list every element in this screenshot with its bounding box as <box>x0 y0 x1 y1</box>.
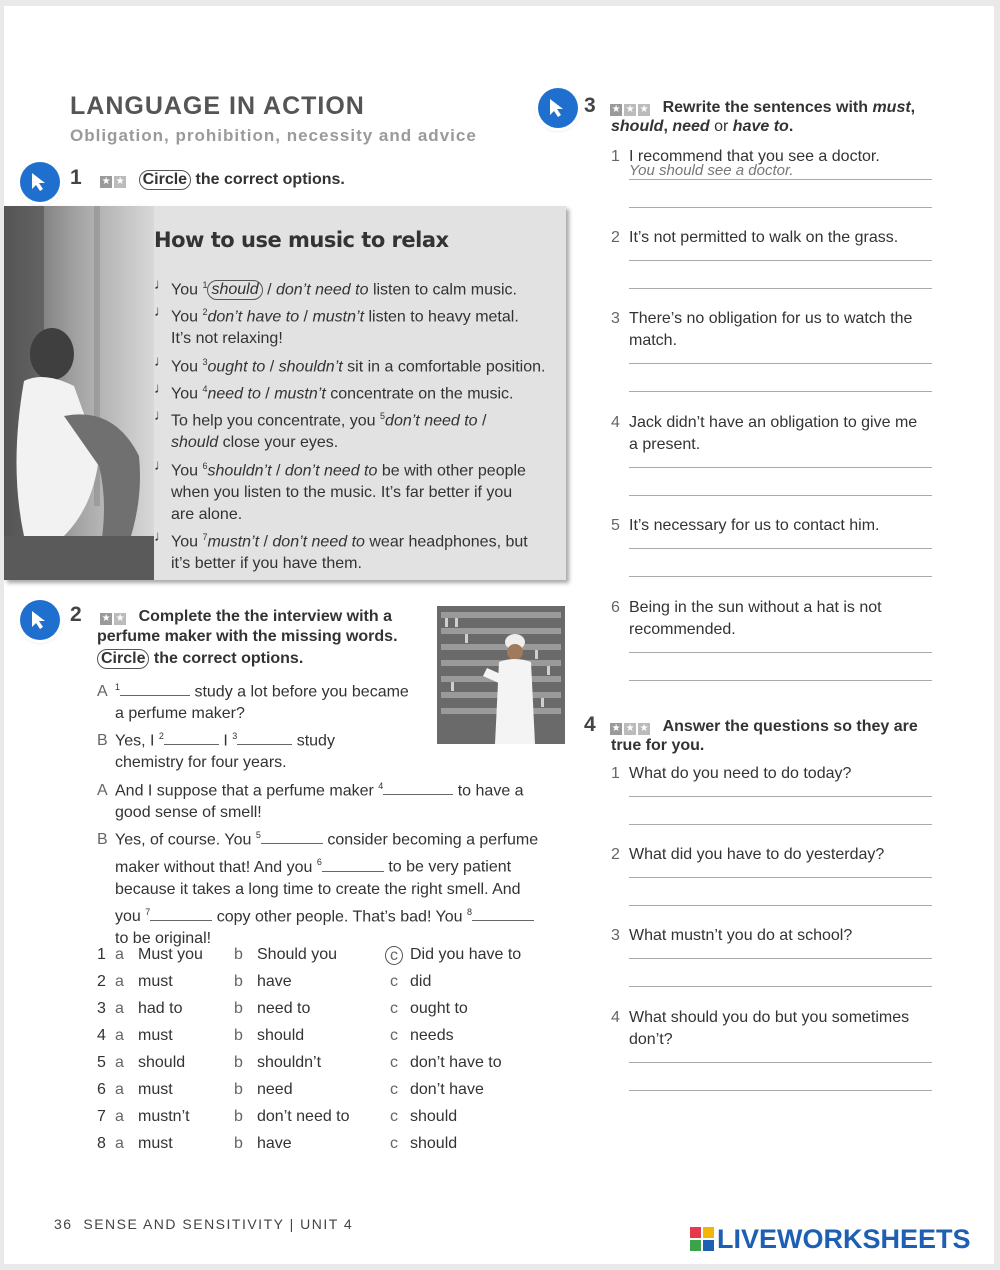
option-b[interactable]: have <box>257 973 292 990</box>
rewrite-item: 4 Jack didn’t have an obligation to give me a present. <box>611 414 918 453</box>
music-note-icon: ♩ <box>154 353 169 370</box>
option-number: 3 <box>97 1000 106 1017</box>
answer-line[interactable] <box>629 288 932 289</box>
difficulty-stars-icon: ★ ★ <box>101 175 125 187</box>
dialogue-line-4: B Yes, of course. You $^5$ consider becoming a perfume maker without that! And you $^6$ to be very patient because it takes a long time to create the right smell. And you $^7$ copy other people. That’s bad! You $^8$ to be original! <box>97 830 539 947</box>
tip-6-option-a[interactable]: shouldn’t <box>207 462 272 480</box>
music-note-icon: ♩ <box>154 457 169 474</box>
option-letter: b <box>234 1027 243 1044</box>
tip-2-option-b[interactable]: mustn’t <box>312 308 365 326</box>
tip-7: ♩ You $^7$mustn’t / don’t need to wear headphones, but it’s better if you have them. <box>154 528 528 573</box>
exercise-4-header: 4 ★ ★ ★ Answer the questions so they are <box>584 713 918 736</box>
liveworksheets-brand: LIVEWORKSHEETS <box>690 1224 971 1255</box>
option-c[interactable]: needs <box>410 1027 454 1044</box>
circle-word: Circle <box>97 649 149 669</box>
option-letter: c <box>390 1108 398 1125</box>
rewrite-item: 2 It’s not permitted to walk on the grass. <box>611 229 899 246</box>
circle-word: Circle <box>139 170 191 190</box>
option-letter: c <box>390 973 398 990</box>
liveworksheets-logo-icon <box>690 1227 714 1251</box>
tip-3-option-b[interactable]: shouldn’t <box>278 358 343 376</box>
exercise-2-instruction-3-wrap <box>97 648 303 670</box>
option-b[interactable]: shouldn’t <box>257 1054 322 1071</box>
option-a[interactable]: must <box>138 1027 173 1044</box>
option-letter: c <box>390 1054 398 1071</box>
answer-line[interactable] <box>629 576 932 577</box>
answer-line[interactable] <box>629 652 932 653</box>
option-letter: b <box>234 1081 243 1098</box>
music-box-title: How to use music to relax <box>154 228 449 252</box>
exercise-2-number: 2 <box>70 603 82 626</box>
option-letter: a <box>115 1108 124 1125</box>
gap-2[interactable] <box>164 729 219 745</box>
answer-line[interactable] <box>629 1090 932 1091</box>
option-letter: b <box>234 1000 243 1017</box>
option-number: 4 <box>97 1027 106 1044</box>
answer-line[interactable] <box>629 548 932 549</box>
option-letter: a <box>115 973 124 990</box>
option-b[interactable]: don’t need to <box>257 1108 350 1125</box>
exercise-1-cursor-icon[interactable] <box>20 162 60 202</box>
option-c[interactable]: should <box>410 1135 458 1152</box>
tip-6: ♩ You $^6$shouldn’t / don’t need to be with other people when you listen to the music. It’s far better if you are alone. <box>154 457 526 524</box>
music-note-icon: ♩ <box>154 528 169 545</box>
girl-listening-photo <box>4 206 154 580</box>
answer-line[interactable] <box>629 391 932 392</box>
gap-3[interactable] <box>237 729 292 745</box>
exercise-3-header: 3 ★ ★ ★ Rewrite the sentences with must, <box>584 94 916 117</box>
tip-5-option-b[interactable]: should <box>171 434 219 452</box>
answer-line[interactable] <box>629 877 932 878</box>
rewrite-item: 5 It’s necessary for us to contact him. <box>611 517 880 534</box>
exercise-4-instruction-2: true for you. <box>611 737 705 754</box>
option-c[interactable]: Did you have to <box>410 946 522 963</box>
answer-line[interactable] <box>629 260 932 261</box>
tip-7-option-a[interactable]: mustn’t <box>207 533 260 551</box>
option-number: 2 <box>97 973 106 990</box>
rewrite-item: 1 I recommend that you see a doctor. <box>611 148 880 165</box>
tip-3-option-a[interactable]: ought to <box>207 358 266 376</box>
music-tips-box <box>4 206 566 580</box>
option-letter: c <box>385 946 403 965</box>
tip-4-option-a[interactable]: need to <box>207 385 261 403</box>
tip-4-option-b[interactable]: mustn’t <box>274 385 326 403</box>
answer-line[interactable] <box>629 958 932 959</box>
page-footer: 36 SENSE AND SENSITIVITY | UNIT 4 <box>54 1216 354 1232</box>
gap-8[interactable] <box>472 905 534 921</box>
option-b[interactable]: should <box>257 1027 305 1044</box>
option-a[interactable]: must <box>138 973 173 990</box>
option-a[interactable]: must <box>138 1081 173 1098</box>
option-a[interactable]: should <box>138 1054 186 1071</box>
answer-line[interactable] <box>629 363 932 364</box>
answer-line[interactable] <box>629 179 932 180</box>
exercise-2-instruction-3: the correct options. <box>153 650 304 667</box>
option-letter: b <box>234 1135 243 1152</box>
answer-line[interactable] <box>629 905 932 906</box>
answer-line[interactable] <box>629 467 932 468</box>
option-letter: a <box>115 1000 124 1017</box>
tip-6-option-b[interactable]: don’t need to <box>284 462 378 480</box>
exercise-3-cursor-icon[interactable] <box>538 88 578 128</box>
option-letter: b <box>234 1054 243 1071</box>
perfume-maker-photo <box>437 606 565 744</box>
answer-line[interactable] <box>629 495 932 496</box>
option-c[interactable]: ought to <box>410 1000 468 1017</box>
tip-1: ♩ You $^1$ should / don’t need to listen to calm music. <box>154 276 517 299</box>
answer-line[interactable] <box>629 796 932 797</box>
exercise-1-number: 1 <box>70 166 82 189</box>
tip-1-option-b[interactable]: don’t need to <box>275 281 369 299</box>
tip-7-option-b[interactable]: don’t need to <box>272 533 365 551</box>
option-letter: c <box>390 1135 398 1152</box>
option-a[interactable]: mustn’t <box>138 1108 190 1125</box>
tip-5-option-a[interactable]: don’t need to <box>385 412 478 430</box>
exercise-3-number: 3 <box>584 94 596 117</box>
dialogue-line-1: A $^1$ study a lot before you became a perfume maker? <box>97 682 409 723</box>
example-answer: You should see a doctor. <box>629 162 794 179</box>
option-letter: a <box>115 946 124 963</box>
option-number: 8 <box>97 1135 106 1152</box>
option-a[interactable]: Must you <box>138 946 203 963</box>
rewrite-item: 6 Being in the sun without a hat is not recommended. <box>611 599 882 638</box>
option-a[interactable]: had to <box>138 1000 183 1017</box>
option-b[interactable]: have <box>257 1135 292 1152</box>
exercise-2-header <box>70 603 430 628</box>
option-number: 5 <box>97 1054 106 1071</box>
option-letter: b <box>234 946 243 963</box>
option-letter: a <box>115 1135 124 1152</box>
option-letter: a <box>115 1027 124 1044</box>
option-c[interactable]: don’t have to <box>410 1054 502 1071</box>
music-note-icon: ♩ <box>154 380 169 397</box>
exercise-2-instruction-1: Complete the the interview with a <box>138 608 392 625</box>
option-letter: a <box>115 1054 124 1071</box>
tip-2: ♩ You $^2$don’t have to / mustn’t listen to heavy metal. It’s not relaxing! <box>154 303 519 348</box>
option-number: 6 <box>97 1081 106 1098</box>
option-b[interactable]: need to <box>257 1000 311 1017</box>
difficulty-stars-icon: ★ ★ ★ <box>611 722 649 734</box>
music-note-icon: ♩ <box>154 407 169 424</box>
exercise-2-cursor-icon[interactable] <box>20 600 60 640</box>
option-c[interactable]: don’t have <box>410 1081 484 1098</box>
answer-line[interactable] <box>629 1062 932 1063</box>
exercise-1-instruction: the correct options. <box>195 171 345 188</box>
difficulty-stars-icon: ★ ★ <box>101 612 125 624</box>
option-number: 7 <box>97 1108 106 1125</box>
dialogue-line-3: A And I suppose that a perfume maker $^4$ to have a good sense of smell! <box>97 781 524 822</box>
answer-line[interactable] <box>629 680 932 681</box>
worksheet-page <box>4 6 994 1264</box>
tip-2-option-a[interactable]: don’t have to <box>207 308 300 326</box>
option-c[interactable]: should <box>410 1108 458 1125</box>
option-b[interactable]: Should you <box>257 946 338 963</box>
question-item: 1 What do you need to do today? <box>611 765 852 782</box>
exercise-4-number: 4 <box>584 713 596 736</box>
answer-line[interactable] <box>629 824 932 825</box>
gap-6[interactable] <box>322 856 384 872</box>
option-a[interactable]: must <box>138 1135 173 1152</box>
option-letter: c <box>390 1081 398 1098</box>
option-c[interactable]: did <box>410 973 432 990</box>
rewrite-item: 3 There’s no obligation for us to watch the match. <box>611 310 913 349</box>
option-letter: a <box>115 1081 124 1098</box>
option-b[interactable]: need <box>257 1081 293 1098</box>
section-subtitle: Obligation, prohibition, necessity and advice <box>70 126 477 145</box>
tip-3: ♩ You $^3$ought to / shouldn’t sit in a comfortable position. <box>154 353 546 376</box>
exercise-2-instruction-2: perfume maker with the missing words. <box>97 628 398 645</box>
answer-line[interactable] <box>629 986 932 987</box>
tip-1-option-a[interactable]: should <box>207 280 262 300</box>
music-note-icon: ♩ <box>154 276 169 293</box>
option-letter: c <box>390 1027 398 1044</box>
gap-1[interactable] <box>120 680 190 696</box>
question-item: 2 What did you have to do yesterday? <box>611 846 885 863</box>
option-letter: b <box>234 973 243 990</box>
section-title: LANGUAGE IN ACTION <box>70 92 365 120</box>
option-number: 1 <box>97 946 106 963</box>
exercise-1-header <box>70 166 345 191</box>
answer-line[interactable] <box>629 207 932 208</box>
question-item: 4 What should you do but you sometimes don’t? <box>611 1009 910 1048</box>
question-item: 3 What mustn’t you do at school? <box>611 927 853 944</box>
tip-4: ♩ You $^4$need to / mustn’t concentrate on the music. <box>154 380 514 403</box>
option-letter: b <box>234 1108 243 1125</box>
gap-7[interactable] <box>150 905 212 921</box>
exercise-3-instruction-2: should, need or have to. <box>611 118 794 135</box>
tip-5: ♩ To help you concentrate, you $^5$don’t need to / should close your eyes. <box>154 407 487 452</box>
music-note-icon: ♩ <box>154 303 169 320</box>
dialogue-line-2: B Yes, I $^2$ I $^3$ study chemistry for four years. <box>97 731 335 772</box>
difficulty-stars-icon: ★ ★ ★ <box>611 103 649 115</box>
gap-5[interactable] <box>261 828 323 844</box>
option-letter: c <box>390 1000 398 1017</box>
gap-4[interactable] <box>383 779 453 795</box>
